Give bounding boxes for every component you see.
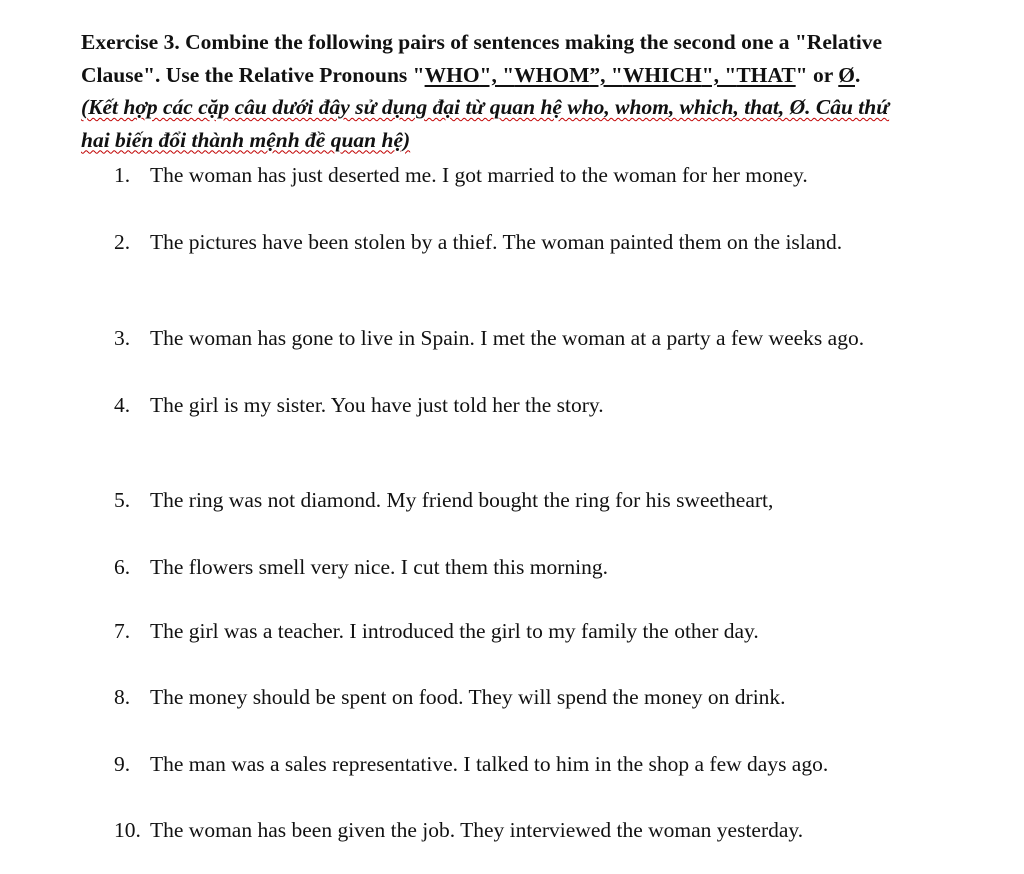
pronoun-that: THAT [736,62,796,87]
pronoun-which: WHICH [622,62,702,87]
instruction-text: " or [795,62,839,87]
item-number: 4. [114,393,131,417]
item-number: 6. [114,555,131,579]
exercise-item [114,816,803,844]
exercise-item [114,683,786,711]
item-text: The woman has just deserted me. I got married to the woman for her money. [150,163,808,187]
item-text: The ring was not diamond. My friend bought the ring for his sweetheart, [150,488,774,512]
vietnamese-instruction-line-2: hai biến đổi thành mệnh đề quan hệ) [81,127,411,152]
pronoun-who: WHO [424,62,480,87]
item-number: 9. [114,752,131,776]
separator: ", " [701,62,737,87]
item-text: The woman has gone to live in Spain. I met the woman at a party a few weeks ago. [150,326,865,350]
exercise-item [114,391,604,419]
exercise-title-line-1: Exercise 3. Combine the following pairs of sentences making the second one a "Relative [81,30,883,54]
exercise-item [114,617,759,645]
exercise-item [114,553,608,581]
item-text: The girl is my sister. You have just told her the story. [150,393,604,417]
separator: ”, " [589,62,623,87]
exercise-item [114,486,773,514]
item-text: The man was a sales representative. I talked to him in the shop a few days ago. [150,752,829,776]
item-text: The girl was a teacher. I introduced the girl to my family the other day. [150,619,759,643]
item-number: 7. [114,619,131,643]
exercise-item [114,228,842,256]
pronoun-whom: WHOM [514,62,590,87]
item-number: 1. [114,163,131,187]
separator: ", " [479,62,515,87]
exercise-item [114,161,808,189]
exercise-item [114,324,864,352]
exercise-title-line-2 [81,59,961,92]
item-number: 8. [114,685,131,709]
item-text: The flowers smell very nice. I cut them this morning. [150,555,608,579]
item-text: The pictures have been stolen by a thief. The woman painted them on the island. [150,230,843,254]
item-number: 10. [114,818,141,842]
exercise-header [81,26,961,156]
item-text: The woman has been given the job. They interviewed the woman yesterday. [150,818,804,842]
instruction-text: Clause". Use the Relative Pronouns " [81,62,425,87]
item-number: 5. [114,488,131,512]
item-number: 2. [114,230,131,254]
instruction-text: . [855,62,861,87]
item-number: 3. [114,326,131,350]
vietnamese-instruction-line-1: (Kết hợp các cặp câu dưới đây sử dụng đại từ quan hệ who, whom, which, that, Ø. Câu thứ [81,95,890,119]
pronoun-null: Ø [838,62,855,87]
item-text: The money should be spent on food. They will spend the money on drink. [150,685,786,709]
exercise-item [114,750,828,778]
